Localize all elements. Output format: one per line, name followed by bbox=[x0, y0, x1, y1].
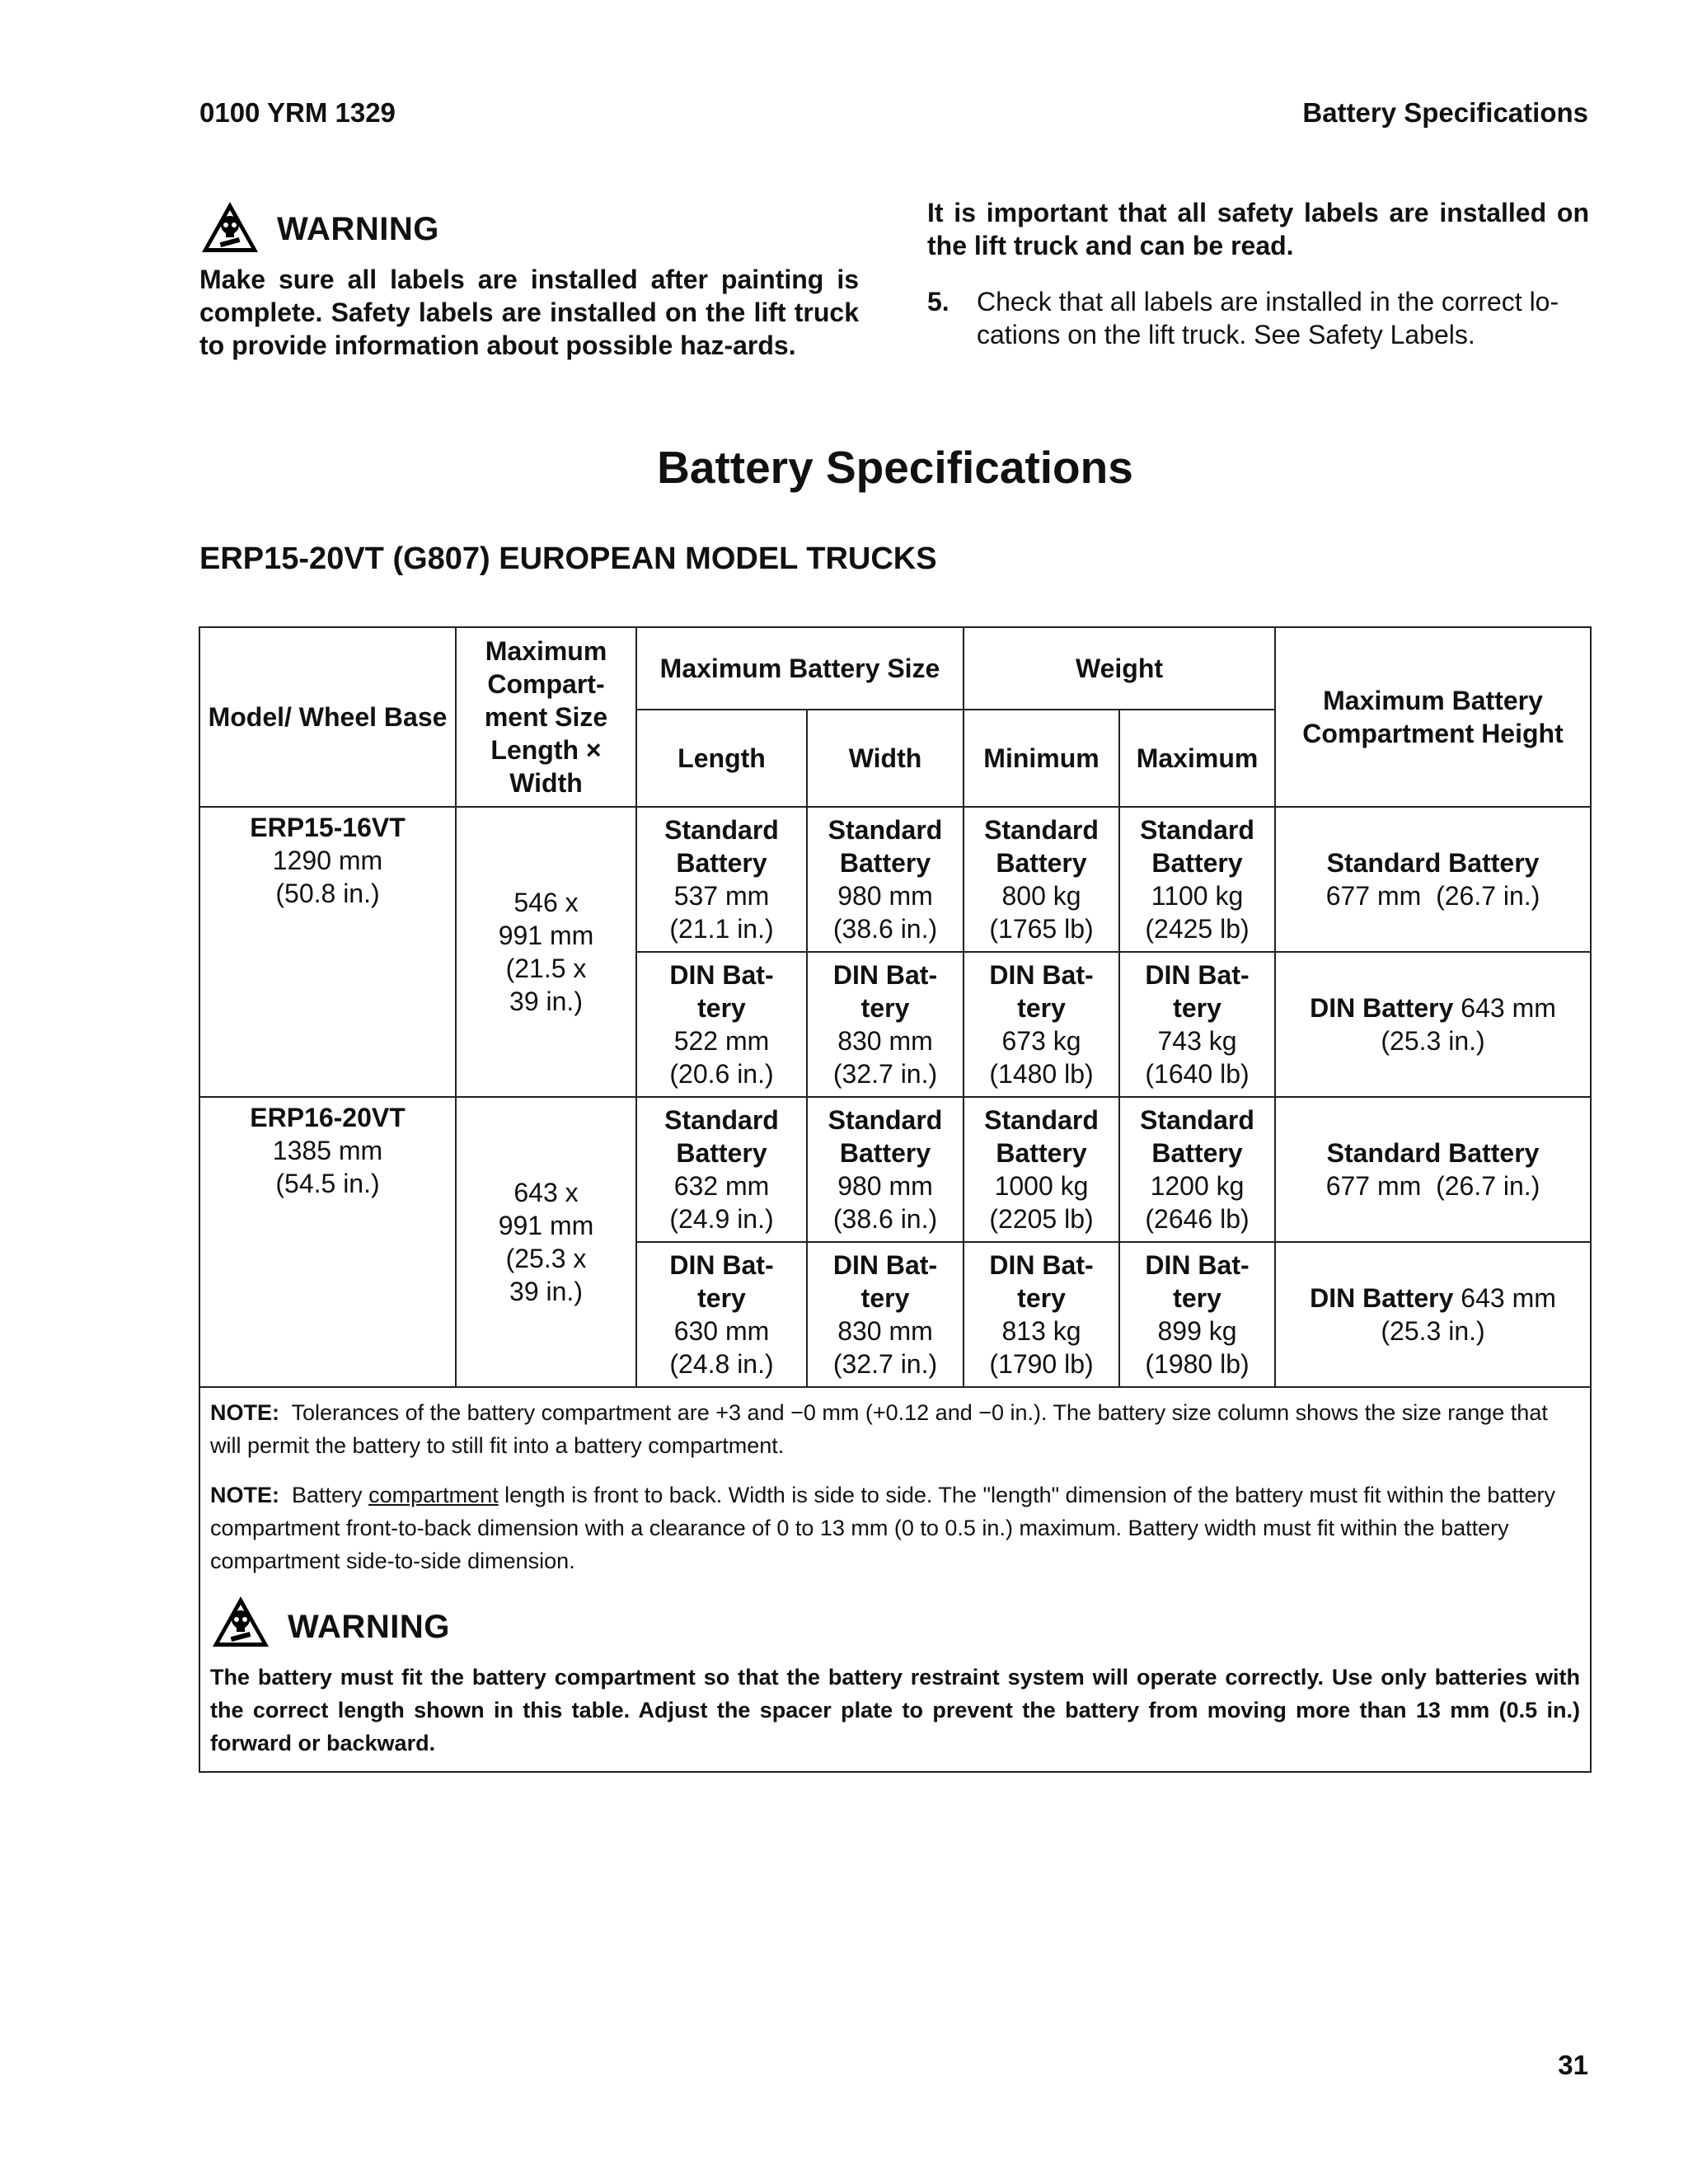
table-row bbox=[199, 807, 1591, 952]
battery-type: DIN Battery bbox=[1310, 1283, 1454, 1313]
note-1 bbox=[210, 1396, 1580, 1462]
value: 643 mm bbox=[1461, 993, 1556, 1023]
warning-block-top bbox=[199, 199, 859, 362]
note-underlined-word: compartment bbox=[368, 1483, 499, 1507]
battery-type: Standard bbox=[828, 1105, 943, 1135]
length-cell bbox=[636, 1242, 807, 1387]
value: (1480 lb) bbox=[989, 1059, 1094, 1089]
value: 632 mm bbox=[673, 1171, 770, 1201]
model-name: ERP16-20VT bbox=[250, 1103, 406, 1132]
min-weight-cell bbox=[964, 1097, 1119, 1242]
warning-icon bbox=[210, 1594, 271, 1659]
battery-type: Standard bbox=[1140, 1105, 1254, 1135]
min-weight-cell bbox=[964, 807, 1119, 952]
right-column bbox=[927, 196, 1589, 351]
header-maximum: Maximum bbox=[1119, 710, 1275, 807]
spec-table-wrapper bbox=[199, 626, 1592, 1773]
battery-type: Battery bbox=[1151, 1138, 1243, 1168]
note-text: Battery bbox=[292, 1483, 363, 1507]
header-weight: Weight bbox=[964, 627, 1275, 710]
value: (2205 lb) bbox=[989, 1204, 1094, 1234]
value: 830 mm bbox=[837, 1026, 933, 1056]
warning-title: WARNING bbox=[277, 211, 439, 247]
note-label: NOTE: bbox=[210, 1400, 279, 1425]
value: (2425 lb) bbox=[1145, 914, 1250, 944]
value: 813 kg bbox=[1001, 1316, 1081, 1346]
value: 980 mm bbox=[837, 881, 933, 911]
width-cell bbox=[807, 807, 964, 952]
header-minimum: Minimum bbox=[964, 710, 1119, 807]
battery-type: Battery bbox=[676, 1138, 767, 1168]
wheelbase-in: (54.5 in.) bbox=[275, 1169, 380, 1198]
model-cell bbox=[199, 1097, 456, 1387]
value: (32.7 in.) bbox=[832, 1059, 938, 1089]
table-notes-row bbox=[199, 1387, 1591, 1772]
header-doc-number: 0100 YRM 1329 bbox=[199, 97, 396, 128]
battery-type: DIN Bat- bbox=[832, 960, 938, 990]
height-cell bbox=[1275, 952, 1591, 1097]
header-width: Width bbox=[807, 710, 964, 807]
value: (2646 lb) bbox=[1145, 1204, 1250, 1234]
compartment-line: 991 mm bbox=[498, 1211, 594, 1240]
note-text: Tolerances of the battery compartment are +3 and −0 mm (+0.12 and −0 in.). The battery size column shows the size range that will permit the battery to still fit into a battery compartment. bbox=[210, 1400, 1548, 1458]
value: 537 mm bbox=[673, 881, 770, 911]
max-weight-cell bbox=[1119, 1242, 1275, 1387]
important-note: It is important that all safety labels are installed on the lift truck and can be read. bbox=[927, 198, 1589, 260]
battery-type: DIN Battery bbox=[1310, 993, 1454, 1023]
height-cell bbox=[1275, 1242, 1591, 1387]
compartment-cell bbox=[456, 807, 636, 1097]
battery-type: tery bbox=[860, 993, 910, 1023]
step-text: Check that all labels are installed in the correct lo-cations on the lift truck. See Safety Labels. bbox=[977, 287, 1559, 349]
value: 1100 kg bbox=[1151, 881, 1244, 911]
page-title: Battery Specifications bbox=[657, 442, 1133, 493]
width-cell bbox=[807, 952, 964, 1097]
compartment-cell bbox=[456, 1097, 636, 1387]
min-weight-cell bbox=[964, 952, 1119, 1097]
battery-type: Standard bbox=[984, 815, 1099, 845]
battery-type: Standard Battery bbox=[1326, 848, 1540, 878]
battery-type: tery bbox=[1173, 993, 1221, 1023]
battery-type: Battery bbox=[839, 848, 931, 878]
note-label: NOTE: bbox=[210, 1483, 279, 1507]
battery-type: tery bbox=[1173, 1283, 1221, 1313]
battery-type: Standard bbox=[828, 815, 943, 845]
table-header-row bbox=[199, 627, 1591, 710]
battery-type: Standard bbox=[984, 1105, 1099, 1135]
compartment-line: (25.3 x bbox=[505, 1244, 587, 1273]
battery-type: tery bbox=[1017, 1283, 1066, 1313]
value: 800 kg bbox=[1001, 881, 1081, 911]
value: (25.3 in.) bbox=[1381, 1316, 1485, 1346]
wheelbase-mm: 1290 mm bbox=[272, 846, 383, 875]
compartment-line: 643 x bbox=[513, 1178, 579, 1207]
battery-type: tery bbox=[1017, 993, 1066, 1023]
notes-cell bbox=[199, 1387, 1591, 1772]
compartment-line: 546 x bbox=[513, 888, 579, 917]
value: 1000 kg bbox=[994, 1171, 1089, 1201]
battery-type: DIN Bat- bbox=[669, 960, 774, 990]
value: (38.6 in.) bbox=[832, 914, 938, 944]
height-cell bbox=[1275, 807, 1591, 952]
battery-type: DIN Bat- bbox=[1145, 1250, 1250, 1280]
compartment-line: 991 mm bbox=[498, 921, 594, 950]
length-cell bbox=[636, 952, 807, 1097]
compartment-line: (21.5 x bbox=[505, 954, 587, 983]
compartment-line: 39 in.) bbox=[509, 1277, 583, 1306]
max-weight-cell bbox=[1119, 952, 1275, 1097]
value: 643 mm bbox=[1461, 1283, 1556, 1313]
battery-type: Standard bbox=[664, 1105, 779, 1135]
battery-type: Battery bbox=[996, 1138, 1087, 1168]
header-section-title: Battery Specifications bbox=[1302, 97, 1588, 128]
warning-text: Make sure all labels are installed after painting is complete. Safety labels are installed on the lift truck to provide information about possible haz-ards. bbox=[199, 265, 859, 360]
header-model: Model/ Wheel Base bbox=[199, 627, 456, 807]
value: (38.6 in.) bbox=[832, 1204, 938, 1234]
header-battery-size: Maximum Battery Size bbox=[636, 627, 964, 710]
battery-type: DIN Bat- bbox=[1145, 960, 1250, 990]
value: 677 mm (26.7 in.) bbox=[1325, 1171, 1540, 1201]
value: (1640 lb) bbox=[1145, 1059, 1250, 1089]
battery-type: DIN Bat- bbox=[989, 1250, 1094, 1280]
battery-type: DIN Bat- bbox=[669, 1250, 774, 1280]
battery-type: DIN Bat- bbox=[989, 960, 1094, 990]
battery-type: tery bbox=[697, 1283, 746, 1313]
header-length: Length bbox=[636, 710, 807, 807]
value: 677 mm (26.7 in.) bbox=[1325, 881, 1540, 911]
battery-type: tery bbox=[697, 993, 746, 1023]
battery-type: Battery bbox=[676, 848, 767, 878]
width-cell bbox=[807, 1242, 964, 1387]
value: (1765 lb) bbox=[989, 914, 1094, 944]
battery-type: Standard Battery bbox=[1326, 1138, 1540, 1168]
section-subtitle: ERP15-20VT (G807) EUROPEAN MODEL TRUCKS bbox=[199, 541, 937, 576]
battery-type: Battery bbox=[996, 848, 1087, 878]
battery-type: tery bbox=[860, 1283, 910, 1313]
length-cell bbox=[636, 807, 807, 952]
battery-type: Battery bbox=[1151, 848, 1243, 878]
battery-type: Standard bbox=[1140, 815, 1254, 845]
note-text: length is front to back. Width is side to side. The "length" dimension of the battery must fit within the battery compartment front-to-back dimension with a clearance of 0 to 13 mm (0 to 0.5 in.) maximum. Battery width must fit within the battery compartment side-to-side dimension. bbox=[210, 1483, 1555, 1573]
min-weight-cell bbox=[964, 1242, 1119, 1387]
battery-type: DIN Bat- bbox=[832, 1250, 938, 1280]
value: 980 mm bbox=[837, 1171, 933, 1201]
wheelbase-mm: 1385 mm bbox=[272, 1136, 383, 1165]
value: (20.6 in.) bbox=[669, 1059, 774, 1089]
header-compartment: Maximum Compart-ment Size Length × Width bbox=[456, 627, 636, 807]
table-row bbox=[199, 1097, 1591, 1242]
header-height: Maximum Battery Compartment Height bbox=[1275, 627, 1591, 807]
value: 830 mm bbox=[837, 1316, 933, 1346]
max-weight-cell bbox=[1119, 807, 1275, 952]
step-item bbox=[927, 285, 1589, 351]
value: (21.1 in.) bbox=[669, 914, 774, 944]
wheelbase-in: (50.8 in.) bbox=[275, 879, 380, 908]
value: 899 kg bbox=[1157, 1316, 1237, 1346]
height-cell bbox=[1275, 1097, 1591, 1242]
warning-text: The battery must fit the battery compartment so that the battery restraint system will operate correctly. Use only batteries with the correct length shown in this table. Adjust the spacer plate to prevent the battery from moving more than 13 mm (0.5 in.) forward or backward. bbox=[210, 1665, 1581, 1755]
length-cell bbox=[636, 1097, 807, 1242]
value: 630 mm bbox=[673, 1316, 770, 1346]
page-number: 31 bbox=[1558, 2050, 1588, 2080]
compartment-line: 39 in.) bbox=[509, 987, 583, 1016]
value: (1980 lb) bbox=[1145, 1349, 1250, 1379]
value: 743 kg bbox=[1157, 1026, 1237, 1056]
warning-head-bottom bbox=[210, 1594, 1580, 1659]
model-name: ERP15-16VT bbox=[250, 813, 406, 842]
warning-icon bbox=[199, 199, 260, 260]
value: 1200 kg bbox=[1150, 1171, 1245, 1201]
step-number: 5. bbox=[927, 287, 950, 316]
value: (25.3 in.) bbox=[1381, 1026, 1485, 1056]
value: (24.9 in.) bbox=[669, 1204, 774, 1234]
value: 673 kg bbox=[1001, 1026, 1081, 1056]
max-weight-cell bbox=[1119, 1097, 1275, 1242]
width-cell bbox=[807, 1097, 964, 1242]
battery-spec-table bbox=[199, 626, 1592, 1773]
battery-type: Battery bbox=[839, 1138, 931, 1168]
value: (24.8 in.) bbox=[669, 1349, 774, 1379]
model-cell bbox=[199, 807, 456, 1097]
note-2 bbox=[210, 1479, 1580, 1577]
warning-title: WARNING bbox=[288, 1608, 450, 1645]
value: (32.7 in.) bbox=[832, 1349, 938, 1379]
value: 522 mm bbox=[673, 1026, 770, 1056]
value: (1790 lb) bbox=[989, 1349, 1094, 1379]
battery-type: Standard bbox=[664, 815, 779, 845]
